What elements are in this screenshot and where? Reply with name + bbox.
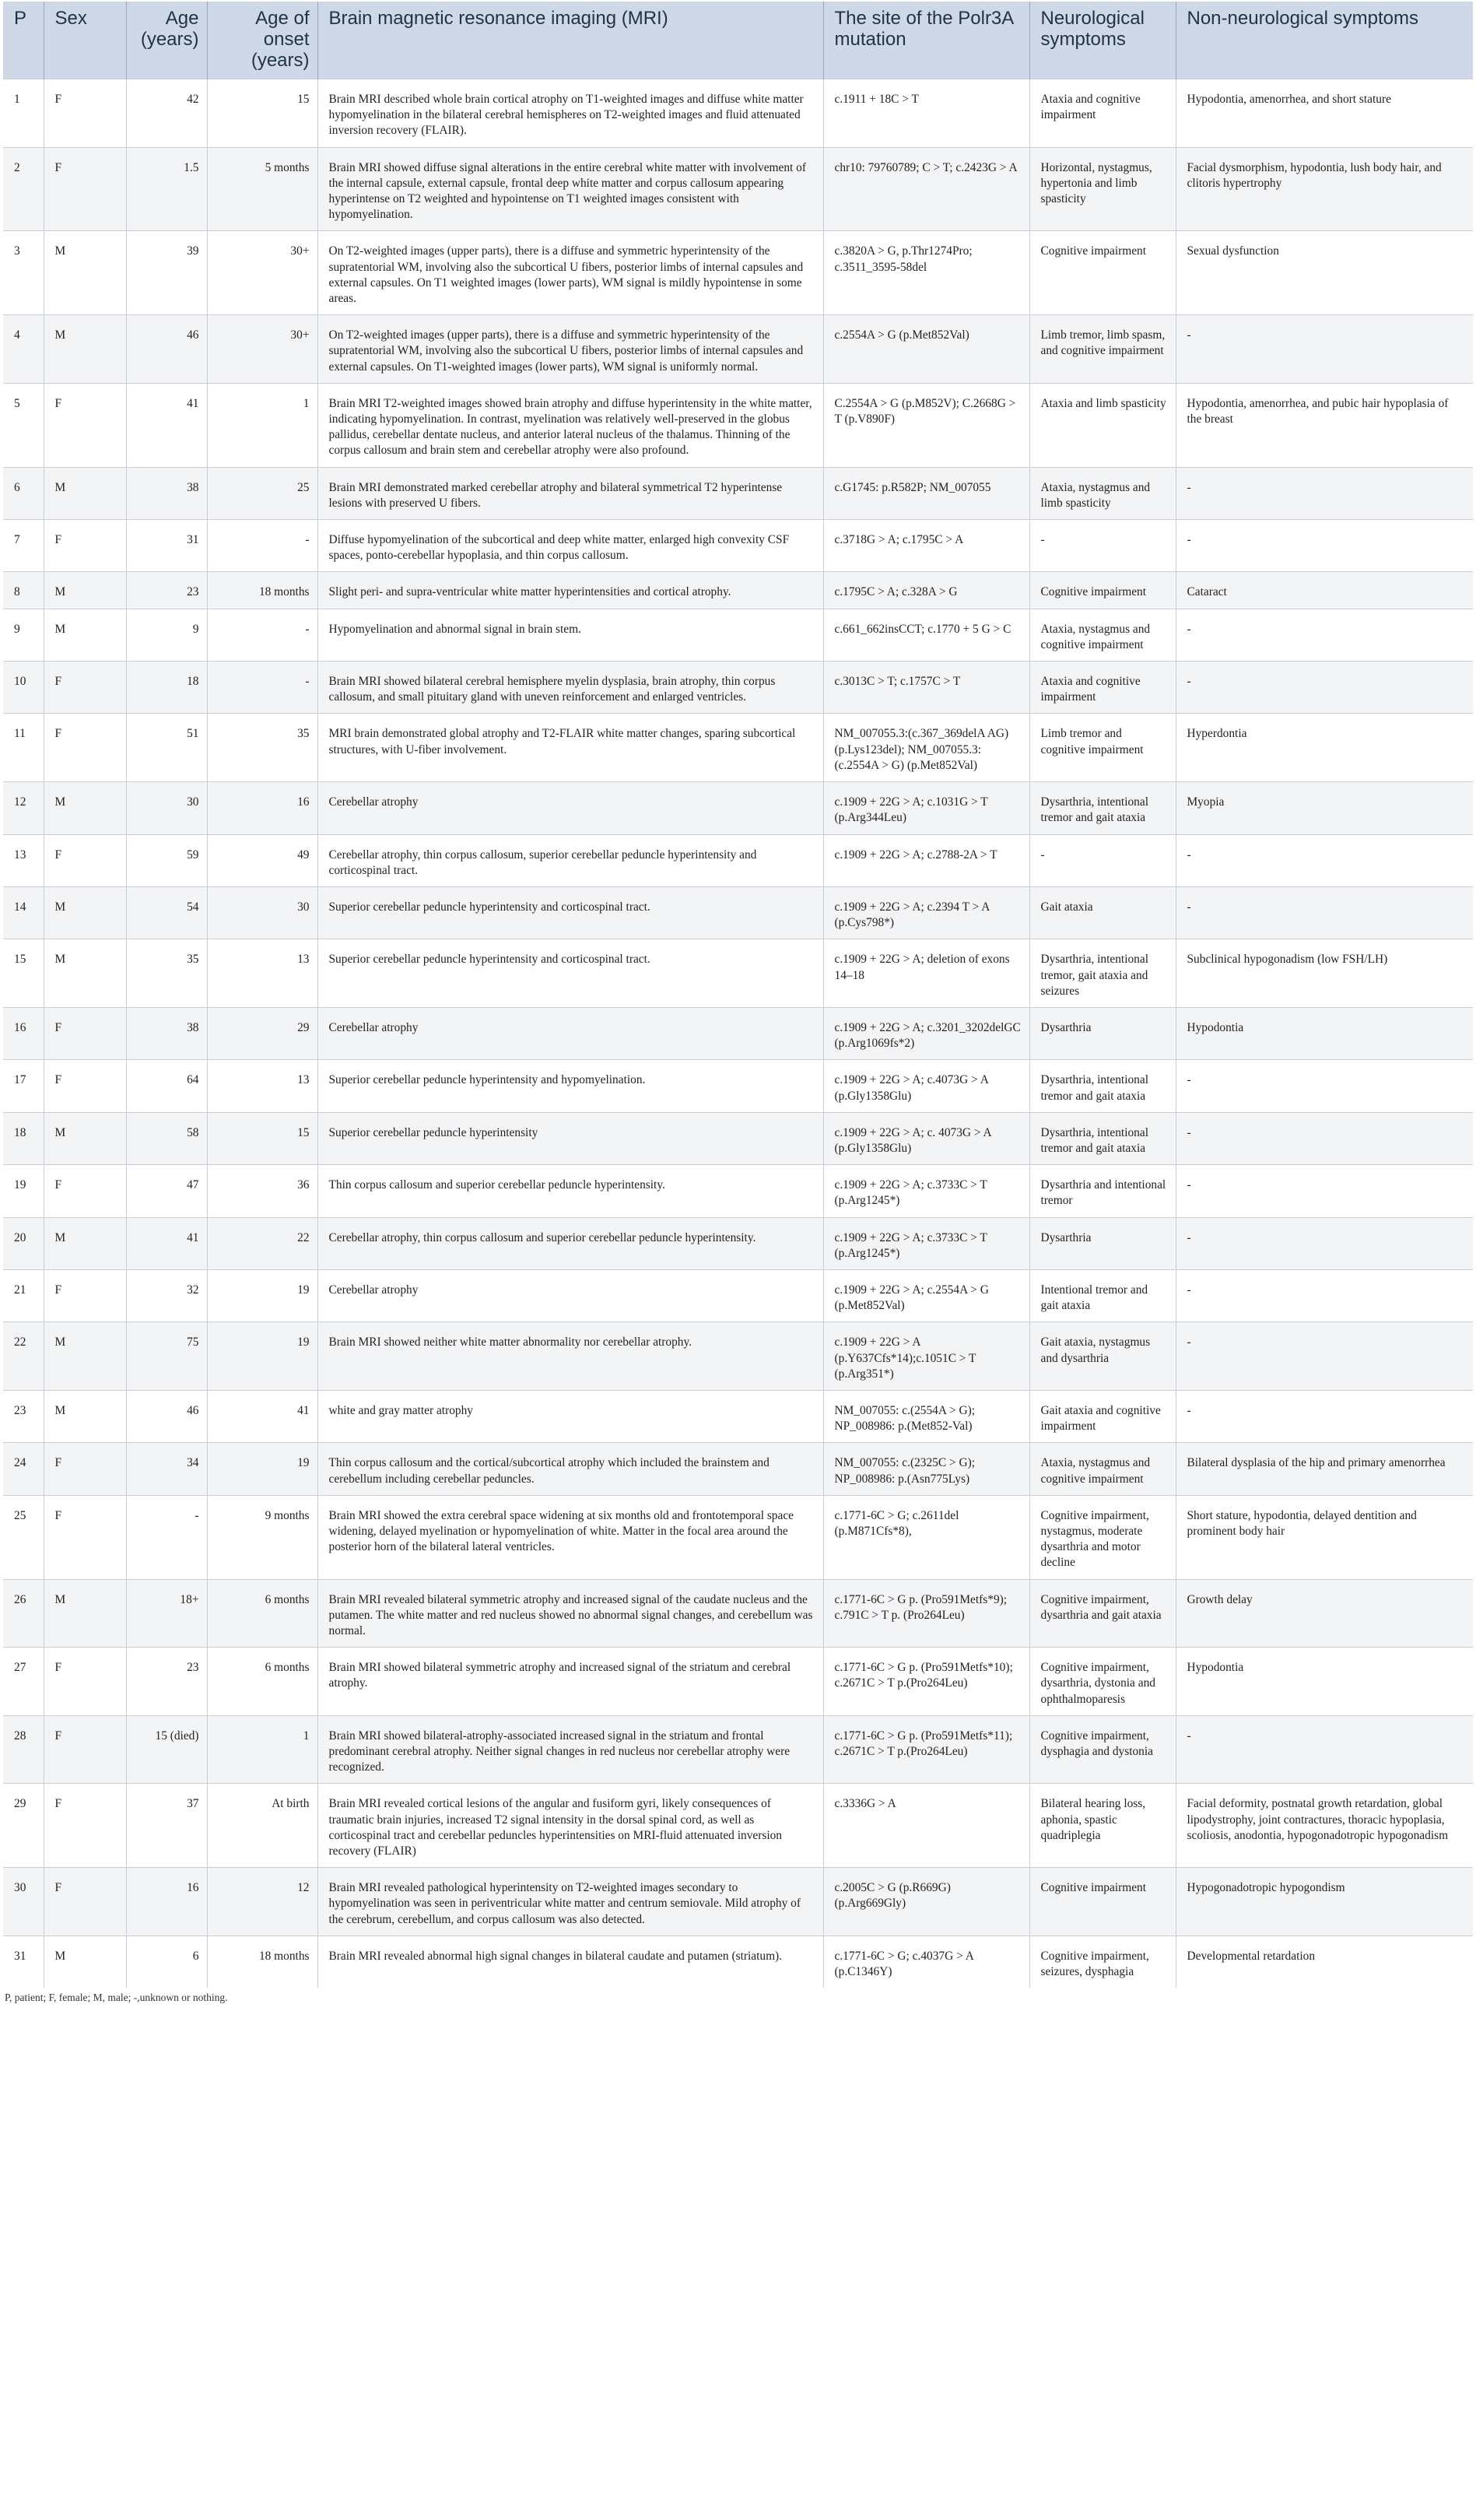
cell-mri-finding: Brain MRI revealed abnormal high signal changes in bilateral caudate and putamen (striatum). [317, 1936, 823, 1988]
table-row [3, 1269, 1473, 1321]
cell-sex: F [44, 520, 126, 572]
cell-sex: M [44, 231, 126, 315]
cell-patient-id: 10 [14, 675, 26, 689]
cell-mri-finding: Brain MRI showed bilateral symmetric atrophy and increased signal of the striatum and cerebral atrophy. [317, 1648, 823, 1716]
column-header-non-neurological-symptoms: Non-neurological symptoms [1176, 2, 1473, 79]
cell-age-of-onset: 15 [207, 1112, 317, 1164]
column-header-age: Age (years) [126, 2, 207, 79]
cell-age-of-onset: 13 [207, 1060, 317, 1112]
cell-age: 58 [126, 1112, 207, 1164]
cell-mri-finding: Brain MRI revealed pathological hyperintensity on T2-weighted images secondary to hypomyelination was seen in periventricular white matter and centrum semiovale. Mild atrophy of the cerebrum, cerebellum, and corpus callosum was also detected. [317, 1868, 823, 1936]
cell-patient-id: 2 [14, 160, 20, 174]
table-row [3, 147, 1473, 231]
table-row [3, 1495, 1473, 1579]
cell-non-neurological-symptoms: - [1176, 1217, 1473, 1269]
cell-non-neurological-symptoms: Myopia [1176, 782, 1473, 834]
cell-age-of-onset: 41 [207, 1390, 317, 1442]
cell-sex: F [44, 1715, 126, 1784]
cell-patient-id: 23 [14, 1403, 26, 1417]
cell-non-neurological-symptoms: - [1176, 886, 1473, 939]
cell-mri-finding: Thin corpus callosum and superior cerebellar peduncle hyperintensity. [317, 1165, 823, 1217]
cell-sex: M [44, 1579, 126, 1648]
table-row [3, 1648, 1473, 1716]
cell-neurological-symptoms: Cognitive impairment, nystagmus, moderate dysarthria and motor decline [1029, 1495, 1176, 1579]
cell-patient-id: 18 [14, 1125, 26, 1139]
cell-mri-finding: Cerebellar atrophy, thin corpus callosum and superior cerebellar peduncle hyperintensity. [317, 1217, 823, 1269]
cell-non-neurological-symptoms: - [1176, 467, 1473, 519]
cell-age: 41 [126, 383, 207, 467]
column-header-patient-id: P [14, 8, 27, 29]
column-header-age-of-onset: Age of onset (years) [207, 2, 317, 79]
table-row [3, 315, 1473, 384]
cell-age-of-onset: - [207, 520, 317, 572]
cell-sex: M [44, 315, 126, 384]
cell-mutation-site: c.1909 + 22G > A; c. 4073G > A (p.Gly1358Glu) [823, 1112, 1029, 1164]
cell-non-neurological-symptoms: - [1176, 1269, 1473, 1321]
cell-sex: F [44, 1060, 126, 1112]
cell-mutation-site: c.1771-6C > G; c.2611del (p.M871Cfs*8), [823, 1495, 1029, 1579]
cell-neurological-symptoms: Cognitive impairment, dysarthria, dystonia and ophthalmoparesis [1029, 1648, 1176, 1716]
cell-patient-id: 1 [14, 93, 20, 106]
cell-sex: M [44, 572, 126, 609]
cell-non-neurological-symptoms: Hypogonadotropic hypogondism [1176, 1868, 1473, 1936]
cell-mri-finding: Diffuse hypomyelination of the subcortical and deep white matter, enlarged high convexity CSF spaces, ponto-cerebellar hypoplasia, and thin corpus callosum. [317, 520, 823, 572]
table-row [3, 939, 1473, 1008]
cell-non-neurological-symptoms: - [1176, 1715, 1473, 1784]
table-row [3, 834, 1473, 886]
cell-age: 6 [126, 1936, 207, 1988]
cell-sex: M [44, 1217, 126, 1269]
cell-neurological-symptoms: Dysarthria and intentional tremor [1029, 1165, 1176, 1217]
cell-mri-finding: Superior cerebellar peduncle hyperintensity and hypomyelination. [317, 1060, 823, 1112]
column-header-mri-finding: Brain magnetic resonance imaging (MRI) [317, 2, 823, 79]
cell-age: 15 (died) [126, 1715, 207, 1784]
cell-mutation-site: c.3820A > G, p.Thr1274Pro; c.3511_3595-58del [823, 231, 1029, 315]
table-row [3, 1112, 1473, 1164]
cell-mutation-site: c.1911 + 18C > T [823, 79, 1029, 148]
cell-sex: F [44, 714, 126, 782]
table-row [3, 1579, 1473, 1648]
cell-mri-finding: Brain MRI showed bilateral-atrophy-associated increased signal in the striatum and frontal predominant cerebral atrophy. Neither signal changes in red nucleus nor cerebellar atrophy were recognized. [317, 1715, 823, 1784]
cell-age-of-onset: 6 months [207, 1579, 317, 1648]
cell-age: 18 [126, 662, 207, 714]
header-row [3, 2, 1473, 79]
cell-age-of-onset: 25 [207, 467, 317, 519]
cell-sex: F [44, 1443, 126, 1495]
table-row [3, 383, 1473, 467]
cell-age: 30 [126, 782, 207, 834]
cell-neurological-symptoms: Limb tremor and cognitive impairment [1029, 714, 1176, 782]
cell-patient-id: 13 [14, 848, 26, 862]
cell-patient-id: 4 [14, 328, 20, 342]
cell-non-neurological-symptoms: - [1176, 1112, 1473, 1164]
cell-non-neurological-symptoms: - [1176, 662, 1473, 714]
cell-non-neurological-symptoms: - [1176, 609, 1473, 661]
cell-non-neurological-symptoms: Facial dysmorphism, hypodontia, lush body hair, and clitoris hypertrophy [1176, 147, 1473, 231]
cell-patient-id: 21 [14, 1283, 26, 1297]
cell-patient-id: 7 [14, 533, 20, 547]
cell-age-of-onset: 19 [207, 1269, 317, 1321]
cell-mri-finding: Brain MRI revealed cortical lesions of the angular and fusiform gyri, likely consequences of traumatic brain injuries, increased T2 signal intensity in the dorsal spinal cord, as well as corticospinal tract and cerebellar peduncles hyperintensities on MRI-fluid attenuated inversion recovery (FLAIR) [317, 1784, 823, 1868]
cell-age: 64 [126, 1060, 207, 1112]
cell-patient-id: 29 [14, 1797, 26, 1811]
table-row [3, 782, 1473, 834]
table-row [3, 609, 1473, 661]
cell-non-neurological-symptoms: Short stature, hypodontia, delayed dentition and prominent body hair [1176, 1495, 1473, 1579]
cell-mutation-site: c.1909 + 22G > A; c.3733C > T (p.Arg1245*) [823, 1217, 1029, 1269]
cell-mri-finding: Cerebellar atrophy [317, 1269, 823, 1321]
column-header-neurological-symptoms: Neurological symptoms [1029, 2, 1176, 79]
cell-age: 35 [126, 939, 207, 1008]
cell-non-neurological-symptoms: - [1176, 1322, 1473, 1391]
table-row [3, 231, 1473, 315]
cell-patient-id: 20 [14, 1230, 26, 1244]
cell-mutation-site: C.2554A > G (p.M852V); C.2668G > T (p.V890F) [823, 383, 1029, 467]
table-row [3, 1390, 1473, 1442]
cell-sex: F [44, 1007, 126, 1059]
cell-sex: M [44, 1390, 126, 1442]
cell-age: 54 [126, 886, 207, 939]
table-row [3, 1060, 1473, 1112]
cell-mutation-site: c.1909 + 22G > A; c.2554A > G (p.Met852Val) [823, 1269, 1029, 1321]
cell-mutation-site: c.1909 + 22G > A; c.4073G > A (p.Gly1358Glu) [823, 1060, 1029, 1112]
cell-sex: F [44, 834, 126, 886]
cell-neurological-symptoms: Dysarthria, intentional tremor, gait ataxia and seizures [1029, 939, 1176, 1008]
cell-mri-finding: white and gray matter atrophy [317, 1390, 823, 1442]
cell-neurological-symptoms: - [1029, 834, 1176, 886]
cell-patient-id: 9 [14, 622, 20, 636]
cell-age-of-onset: 19 [207, 1443, 317, 1495]
cell-age: 39 [126, 231, 207, 315]
cell-mutation-site: c.1909 + 22G > A; c.3201_3202delGC (p.Arg1069fs*2) [823, 1007, 1029, 1059]
cell-neurological-symptoms: Gait ataxia, nystagmus and dysarthria [1029, 1322, 1176, 1391]
cell-age-of-onset: 6 months [207, 1648, 317, 1716]
cell-age-of-onset: - [207, 662, 317, 714]
cell-sex: M [44, 782, 126, 834]
cell-sex: F [44, 1868, 126, 1936]
cell-neurological-symptoms: Ataxia and cognitive impairment [1029, 662, 1176, 714]
cell-neurological-symptoms: Gait ataxia [1029, 886, 1176, 939]
cell-mri-finding: On T2-weighted images (upper parts), there is a diffuse and symmetric hyperintensity of the supratentorial WM, involving also the subcortical U fibers, posterior limbs of internal capsules and external capsules. On T1 weighted images (lower parts), WM signal is mildly hypointense in some areas. [317, 231, 823, 315]
table-row [3, 1217, 1473, 1269]
cell-age: 41 [126, 1217, 207, 1269]
cell-patient-id: 5 [14, 396, 20, 410]
cell-age-of-onset: 30+ [207, 231, 317, 315]
cell-sex: F [44, 79, 126, 148]
cell-age-of-onset: 30+ [207, 315, 317, 384]
cell-mutation-site: NM_007055: c.(2554A > G); NP_008986: p.(Met852-Val) [823, 1390, 1029, 1442]
cell-neurological-symptoms: Ataxia and cognitive impairment [1029, 79, 1176, 148]
cell-non-neurological-symptoms: Cataract [1176, 572, 1473, 609]
cell-sex: F [44, 383, 126, 467]
cell-mutation-site: chr10: 79760789; C > T; c.2423G > A [823, 147, 1029, 231]
table-row [3, 1007, 1473, 1059]
cell-age-of-onset: - [207, 609, 317, 661]
cell-patient-id: 31 [14, 1949, 26, 1963]
cell-mutation-site: c.1909 + 22G > A; c.3733C > T (p.Arg1245*) [823, 1165, 1029, 1217]
cell-patient-id: 27 [14, 1661, 26, 1675]
cell-patient-id: 8 [14, 585, 20, 599]
cell-mri-finding: Slight peri- and supra-ventricular white matter hyperintensities and cortical atrophy. [317, 572, 823, 609]
cell-age-of-onset: 18 months [207, 572, 317, 609]
cell-patient-id: 19 [14, 1178, 26, 1192]
table-row [3, 79, 1473, 148]
table-header [3, 2, 1473, 79]
table-row [3, 714, 1473, 782]
table-row [3, 520, 1473, 572]
cell-age: 47 [126, 1165, 207, 1217]
cell-patient-id: 3 [14, 244, 20, 258]
cell-mutation-site: c.2554A > G (p.Met852Val) [823, 315, 1029, 384]
cell-non-neurological-symptoms: - [1176, 315, 1473, 384]
cell-non-neurological-symptoms: Hypodontia, amenorrhea, and short stature [1176, 79, 1473, 148]
cell-age: 37 [126, 1784, 207, 1868]
table-footnote: P, patient; F, female; M, male; -,unknown or nothing. [5, 1992, 228, 2004]
cell-non-neurological-symptoms: Hypodontia [1176, 1648, 1473, 1716]
cell-mutation-site: c.1795C > A; c.328A > G [823, 572, 1029, 609]
cell-age: 1.5 [126, 147, 207, 231]
cell-mutation-site: c.1909 + 22G > A; c.2788-2A > T [823, 834, 1029, 886]
cell-patient-id: 25 [14, 1508, 26, 1522]
cell-mutation-site: c.3718G > A; c.1795C > A [823, 520, 1029, 572]
cell-sex: M [44, 609, 126, 661]
cell-neurological-symptoms: Horizontal, nystagmus, hypertonia and limb spasticity [1029, 147, 1176, 231]
cell-patient-id: 16 [14, 1020, 26, 1034]
cell-neurological-symptoms: Ataxia, nystagmus and limb spasticity [1029, 467, 1176, 519]
cell-mutation-site: c.1771-6C > G p. (Pro591Metfs*11); c.2671C > T p.(Pro264Leu) [823, 1715, 1029, 1784]
cell-age-of-onset: At birth [207, 1784, 317, 1868]
table-body [3, 79, 1473, 1988]
cell-neurological-symptoms: Limb tremor, limb spasm, and cognitive impairment [1029, 315, 1176, 384]
cell-mri-finding: MRI brain demonstrated global atrophy and T2-FLAIR white matter changes, sparing subcortical structures, with U-fiber involvement. [317, 714, 823, 782]
cell-mutation-site: c.1909 + 22G > A; c.1031G > T (p.Arg344Leu) [823, 782, 1029, 834]
cell-sex: F [44, 1648, 126, 1716]
cell-patient-id: 15 [14, 953, 26, 967]
cell-sex: M [44, 467, 126, 519]
cell-age-of-onset: 1 [207, 1715, 317, 1784]
table-row [3, 886, 1473, 939]
cell-age: 31 [126, 520, 207, 572]
cell-mri-finding: Brain MRI showed neither white matter abnormality nor cerebellar atrophy. [317, 1322, 823, 1391]
cell-non-neurological-symptoms: - [1176, 1390, 1473, 1442]
cell-non-neurological-symptoms: Hyperdontia [1176, 714, 1473, 782]
cell-age: 9 [126, 609, 207, 661]
cell-mutation-site: c.1909 + 22G > A (p.Y637Cfs*14);c.1051C > T (p.Arg351*) [823, 1322, 1029, 1391]
cell-non-neurological-symptoms: Sexual dysfunction [1176, 231, 1473, 315]
cell-mutation-site: c.1909 + 22G > A; c.2394 T > A (p.Cys798*) [823, 886, 1029, 939]
cell-mutation-site: NM_007055.3:(c.367_369delA AG) (p.Lys123del); NM_007055.3:(c.2554A > G) (p.Met852Val) [823, 714, 1029, 782]
table-row [3, 572, 1473, 609]
cell-sex: F [44, 1495, 126, 1579]
cell-neurological-symptoms: Cognitive impairment [1029, 1868, 1176, 1936]
cell-mri-finding: Superior cerebellar peduncle hyperintensity [317, 1112, 823, 1164]
cell-non-neurological-symptoms: Bilateral dysplasia of the hip and primary amenorrhea [1176, 1443, 1473, 1495]
cell-mri-finding: Hypomyelination and abnormal signal in brain stem. [317, 609, 823, 661]
cell-patient-id: 11 [14, 727, 26, 741]
cell-neurological-symptoms: Dysarthria, intentional tremor and gait ataxia [1029, 1060, 1176, 1112]
cell-sex: M [44, 939, 126, 1008]
cell-mutation-site: c.1771-6C > G; c.4037G > A (p.C1346Y) [823, 1936, 1029, 1988]
cell-age: 16 [126, 1868, 207, 1936]
cell-age-of-onset: 35 [207, 714, 317, 782]
cell-non-neurological-symptoms: Subclinical hypogonadism (low FSH/LH) [1176, 939, 1473, 1008]
cell-age: 46 [126, 1390, 207, 1442]
cell-neurological-symptoms: Cognitive impairment [1029, 572, 1176, 609]
cell-mutation-site: NM_007055: c.(2325C > G); NP_008986: p.(Asn775Lys) [823, 1443, 1029, 1495]
cell-age: 38 [126, 1007, 207, 1059]
cell-sex: F [44, 1269, 126, 1321]
cell-age: 32 [126, 1269, 207, 1321]
cell-neurological-symptoms: - [1029, 520, 1176, 572]
cell-age: 51 [126, 714, 207, 782]
cell-age-of-onset: 12 [207, 1868, 317, 1936]
cell-mutation-site: c.1771-6C > G p. (Pro591Metfs*10); c.2671C > T p.(Pro264Leu) [823, 1648, 1029, 1716]
cell-neurological-symptoms: Bilateral hearing loss, aphonia, spastic quadriplegia [1029, 1784, 1176, 1868]
cell-patient-id: 26 [14, 1592, 26, 1606]
cell-neurological-symptoms: Cognitive impairment, dysphagia and dystonia [1029, 1715, 1176, 1784]
cell-neurological-symptoms: Gait ataxia and cognitive impairment [1029, 1390, 1176, 1442]
cell-mutation-site: c.G1745: p.R582P; NM_007055 [823, 467, 1029, 519]
cell-mri-finding: Superior cerebellar peduncle hyperintensity and corticospinal tract. [317, 886, 823, 939]
cell-age: 42 [126, 79, 207, 148]
cell-mutation-site: c.3013C > T; c.1757C > T [823, 662, 1029, 714]
cell-age-of-onset: 30 [207, 886, 317, 939]
cell-non-neurological-symptoms: - [1176, 834, 1473, 886]
cell-mri-finding: Cerebellar atrophy [317, 782, 823, 834]
cell-age-of-onset: 1 [207, 383, 317, 467]
cell-neurological-symptoms: Ataxia, nystagmus and cognitive impairment [1029, 1443, 1176, 1495]
cell-age: 23 [126, 572, 207, 609]
cell-patient-id: 30 [14, 1881, 26, 1895]
cell-age-of-onset: 16 [207, 782, 317, 834]
cell-age: 23 [126, 1648, 207, 1716]
table-row [3, 1715, 1473, 1784]
cell-age: 34 [126, 1443, 207, 1495]
cell-neurological-symptoms: Cognitive impairment, dysarthria and gait ataxia [1029, 1579, 1176, 1648]
cell-mri-finding: Brain MRI described whole brain cortical atrophy on T1-weighted images and diffuse white matter hypomyelination in the bilateral cerebral hemispheres on T2-weighted images and fluid attenuated inversion recovery (FLAIR). [317, 79, 823, 148]
cell-age-of-onset: 49 [207, 834, 317, 886]
cell-sex: F [44, 147, 126, 231]
table-row [3, 1165, 1473, 1217]
table-row [3, 1936, 1473, 1988]
cell-mri-finding: Thin corpus callosum and the cortical/subcortical atrophy which included the brainstem and cerebellum including cerebellar peduncles. [317, 1443, 823, 1495]
cell-patient-id: 12 [14, 795, 26, 809]
cell-mri-finding: Brain MRI T2-weighted images showed brain atrophy and diffuse hyperintensity in the white matter, indicating hypomyelination. In contrast, myelination was relatively well-preserved in the globus pallidus, cerebellar dentate nucleus, and anterior lateral nucleus of the thalamus. Thinning of the corpus callosum and brain stem and cerebellar atrophy were also profound. [317, 383, 823, 467]
cell-patient-id: 28 [14, 1729, 26, 1743]
cell-non-neurological-symptoms: Facial deformity, postnatal growth retardation, global lipodystrophy, joint contractures, thoracic hypoplasia, scoliosis, anodontia, hypogonadotropic hypogonadism [1176, 1784, 1473, 1868]
column-header-sex: Sex [44, 2, 126, 79]
cell-neurological-symptoms: Cognitive impairment [1029, 231, 1176, 315]
cell-sex: M [44, 1112, 126, 1164]
cell-sex: F [44, 1784, 126, 1868]
cell-non-neurological-symptoms: - [1176, 1165, 1473, 1217]
cell-mutation-site: c.661_662insCCT; c.1770 + 5 G > C [823, 609, 1029, 661]
cell-patient-id: 14 [14, 900, 26, 914]
table-row [3, 1443, 1473, 1495]
cell-age-of-onset: 5 months [207, 147, 317, 231]
cell-age: 46 [126, 315, 207, 384]
cell-non-neurological-symptoms: Hypodontia, amenorrhea, and pubic hair hypoplasia of the breast [1176, 383, 1473, 467]
cell-sex: F [44, 662, 126, 714]
cell-age-of-onset: 29 [207, 1007, 317, 1059]
cell-age-of-onset: 36 [207, 1165, 317, 1217]
patient-table [3, 2, 1473, 1988]
cell-patient-id: 24 [14, 1456, 26, 1470]
table-row [3, 1322, 1473, 1391]
cell-non-neurological-symptoms: Developmental retardation [1176, 1936, 1473, 1988]
cell-mri-finding: On T2-weighted images (upper parts), there is a diffuse and symmetric hyperintensity of the supratentorial WM, involving also the subcortical U fibers, posterior limbs of internal capsules and external capsules. On T1-weighted images (lower parts), WM signal is uniformly normal. [317, 315, 823, 384]
cell-neurological-symptoms: Dysarthria [1029, 1217, 1176, 1269]
cell-neurological-symptoms: Dysarthria, intentional tremor and gait ataxia [1029, 1112, 1176, 1164]
cell-mri-finding: Cerebellar atrophy [317, 1007, 823, 1059]
cell-age-of-onset: 22 [207, 1217, 317, 1269]
cell-sex: M [44, 1936, 126, 1988]
cell-mri-finding: Superior cerebellar peduncle hyperintensity and corticospinal tract. [317, 939, 823, 1008]
cell-age: - [126, 1495, 207, 1579]
cell-patient-id: 17 [14, 1073, 26, 1087]
cell-mri-finding: Brain MRI showed the extra cerebral space widening at six months old and frontotemporal space widening, delayed myelination or hypomyelination of white. Matter in the focal area around the posterior horn of the bilateral lateral ventricles. [317, 1495, 823, 1579]
cell-non-neurological-symptoms: Growth delay [1176, 1579, 1473, 1648]
cell-neurological-symptoms: Ataxia, nystagmus and cognitive impairment [1029, 609, 1176, 661]
cell-age-of-onset: 18 months [207, 1936, 317, 1988]
cell-sex: M [44, 886, 126, 939]
cell-neurological-symptoms: Dysarthria [1029, 1007, 1176, 1059]
cell-age-of-onset: 13 [207, 939, 317, 1008]
cell-age: 38 [126, 467, 207, 519]
cell-mutation-site: c.2005C > G (p.R669G) (p.Arg669Gly) [823, 1868, 1029, 1936]
cell-sex: F [44, 1165, 126, 1217]
cell-neurological-symptoms: Cognitive impairment, seizures, dysphagia [1029, 1936, 1176, 1988]
table-row [3, 1784, 1473, 1868]
column-header-mutation-site: The site of the Polr3A mutation [823, 2, 1029, 79]
cell-age-of-onset: 19 [207, 1322, 317, 1391]
cell-neurological-symptoms: Intentional tremor and gait ataxia [1029, 1269, 1176, 1321]
cell-mri-finding: Brain MRI showed diffuse signal alterations in the entire cerebral white matter with involvement of the internal capsule, external capsule, frontal deep white matter and corpus callosum appearing hyperintense on T2 weighted and hypointense on T1 weighted images consistent with hypomyelination. [317, 147, 823, 231]
cell-patient-id: 22 [14, 1335, 26, 1349]
cell-mri-finding: Brain MRI demonstrated marked cerebellar atrophy and bilateral symmetrical T2 hyperintense lesions with preserved U fibers. [317, 467, 823, 519]
table-row [3, 662, 1473, 714]
cell-age-of-onset: 9 months [207, 1495, 317, 1579]
cell-sex: M [44, 1322, 126, 1391]
table-row [3, 1868, 1473, 1936]
cell-age-of-onset: 15 [207, 79, 317, 148]
cell-neurological-symptoms: Ataxia and limb spasticity [1029, 383, 1176, 467]
cell-mutation-site: c.3336G > A [823, 1784, 1029, 1868]
cell-age: 75 [126, 1322, 207, 1391]
cell-neurological-symptoms: Dysarthria, intentional tremor and gait ataxia [1029, 782, 1176, 834]
cell-age: 59 [126, 834, 207, 886]
table-row [3, 467, 1473, 519]
cell-age: 18+ [126, 1579, 207, 1648]
cell-mri-finding: Brain MRI revealed bilateral symmetric atrophy and increased signal of the caudate nucleus and the putamen. The white matter and red nucleus showed no abnormal signal changes, and cerebellum was normal. [317, 1579, 823, 1648]
cell-mri-finding: Cerebellar atrophy, thin corpus callosum, superior cerebellar peduncle hyperintensity and corticospinal tract. [317, 834, 823, 886]
cell-non-neurological-symptoms: Hypodontia [1176, 1007, 1473, 1059]
cell-non-neurological-symptoms: - [1176, 1060, 1473, 1112]
cell-mutation-site: c.1909 + 22G > A; deletion of exons 14–18 [823, 939, 1029, 1008]
cell-mutation-site: c.1771-6C > G p. (Pro591Metfs*9); c.791C > T p. (Pro264Leu) [823, 1579, 1029, 1648]
cell-non-neurological-symptoms: - [1176, 520, 1473, 572]
cell-mri-finding: Brain MRI showed bilateral cerebral hemisphere myelin dysplasia, brain atrophy, thin corpus callosum, and small pituitary gland with uneven reinforcement and enlarged ventricles. [317, 662, 823, 714]
cell-patient-id: 6 [14, 480, 20, 494]
